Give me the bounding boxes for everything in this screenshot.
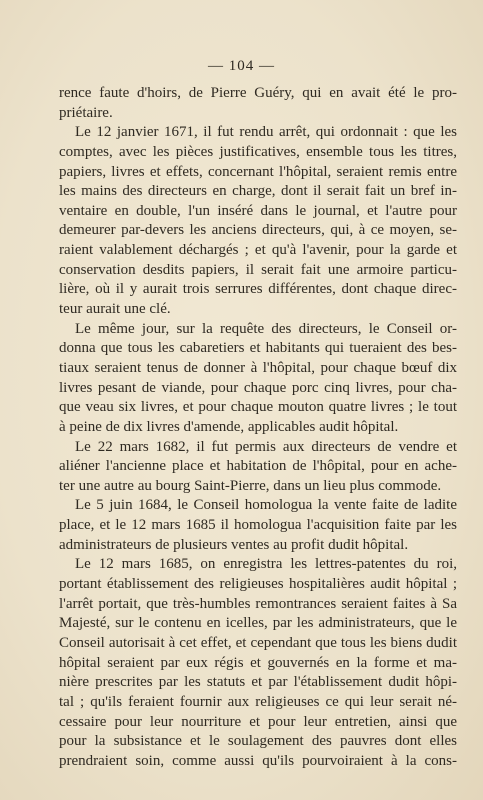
text-line: Le 5 juin 1684, le Conseil homologua la vente faite de ladite <box>75 497 457 514</box>
text-line: Le 12 janvier 1671, il fut rendu arrêt, qui ordonnait : que les <box>75 124 457 141</box>
text-line: teur aurait une clé. <box>59 301 171 318</box>
text-line: Le même jour, sur la requête des directeurs, le Conseil or- <box>75 320 457 337</box>
paragraph <box>59 555 457 771</box>
text-line: Le 12 mars 1685, on enregistra les lettres-patentes du roi, <box>75 556 457 573</box>
text-line: papiers, livres et effets, concernant l'hôpital, seraient remis entre <box>59 163 457 180</box>
text-line: hôpital seraient par eux régis et gouvernés en la forme et ma- <box>59 654 457 671</box>
text-line: comptes, avec les pièces justificatives, ensemble tous les titres, <box>59 143 457 160</box>
text-line: tiaux seraient tenus de donner à l'hôpital, pour chaque bœuf dix <box>59 359 457 376</box>
page-number: — 104 — <box>208 58 275 74</box>
text-line: l'arrêt portait, que très-humbles remontrances seraient faites à Sa <box>59 595 457 612</box>
text-line: Le 22 mars 1682, il fut permis aux directeurs de vendre et <box>75 438 457 455</box>
text-line: livres pesant de viande, pour chaque porc cinq livres, pour cha- <box>59 379 457 396</box>
paragraph <box>59 123 457 319</box>
text-line: donna que tous les cabaretiers et habitants qui tueraient des bes- <box>59 340 457 357</box>
text-line: ventaire en double, l'un inséré dans le journal, et l'autre pour <box>59 202 457 219</box>
text-line: portant établissement des religieuses hospitalières audit hôpital ; <box>59 576 457 593</box>
text-line: pour la subsistance et le soulagement des pauvres dont elles <box>59 733 457 750</box>
text-line: tal ; qu'ils feraient fournir aux religieuses ce qui leur serait né- <box>59 693 457 710</box>
text-line: conservation desdits papiers, il serait fait une armoire particu- <box>59 261 457 278</box>
text-line: Conseil autorisait à cet effet, et cependant que tous les biens dudit <box>59 634 457 651</box>
paragraph <box>59 84 457 123</box>
text-line: ter une autre au bourg Saint-Pierre, dans un lieu plus commode. <box>59 477 442 494</box>
text-line: les mains des directeurs en charge, dont il serait fait un bref in- <box>59 183 457 200</box>
text-line: place, et le 12 mars 1685 il homologua l'acquisition faite par les <box>59 517 457 534</box>
text-line: Majesté, sur le contenu en icelles, par les administrateurs, que le <box>59 615 457 632</box>
text-line: cessaire pour leur nourriture et pour leur entretien, ainsi que <box>59 713 457 730</box>
body-text <box>59 84 457 771</box>
text-line: lière, où il y aurait trois serrures différentes, dont chaque direc- <box>59 281 457 298</box>
text-line: demeurer par-devers les anciens directeurs, qui, à ce moyen, se- <box>59 222 457 239</box>
text-line: rence faute d'hoirs, de Pierre Guéry, qui en avait été le pro- <box>59 85 457 101</box>
paragraph <box>59 438 457 497</box>
text-line: raient valablement déchargés ; et qu'à l'avenir, pour la garde et <box>59 242 457 259</box>
text-line: nière prescrites par les statuts et par l'établissement dudit hôpi- <box>59 674 457 691</box>
text-line: à peine de dix livres d'amende, applicables audit hôpital. <box>59 418 399 435</box>
text-line: prendraient soin, comme aussi qu'ils pourvoiraient à la cons- <box>59 752 457 769</box>
text-line: aliéner l'ancienne place et habitation de l'hôpital, pour en ache- <box>59 458 457 475</box>
text-line: administrateurs de plusieurs ventes au profit dudit hôpital. <box>59 536 409 553</box>
paragraph <box>59 320 457 438</box>
text-line: priétaire. <box>59 104 113 121</box>
paragraph <box>59 496 457 555</box>
text-line: que veau six livres, et pour chaque mouton quatre livres ; le tout <box>59 399 457 416</box>
